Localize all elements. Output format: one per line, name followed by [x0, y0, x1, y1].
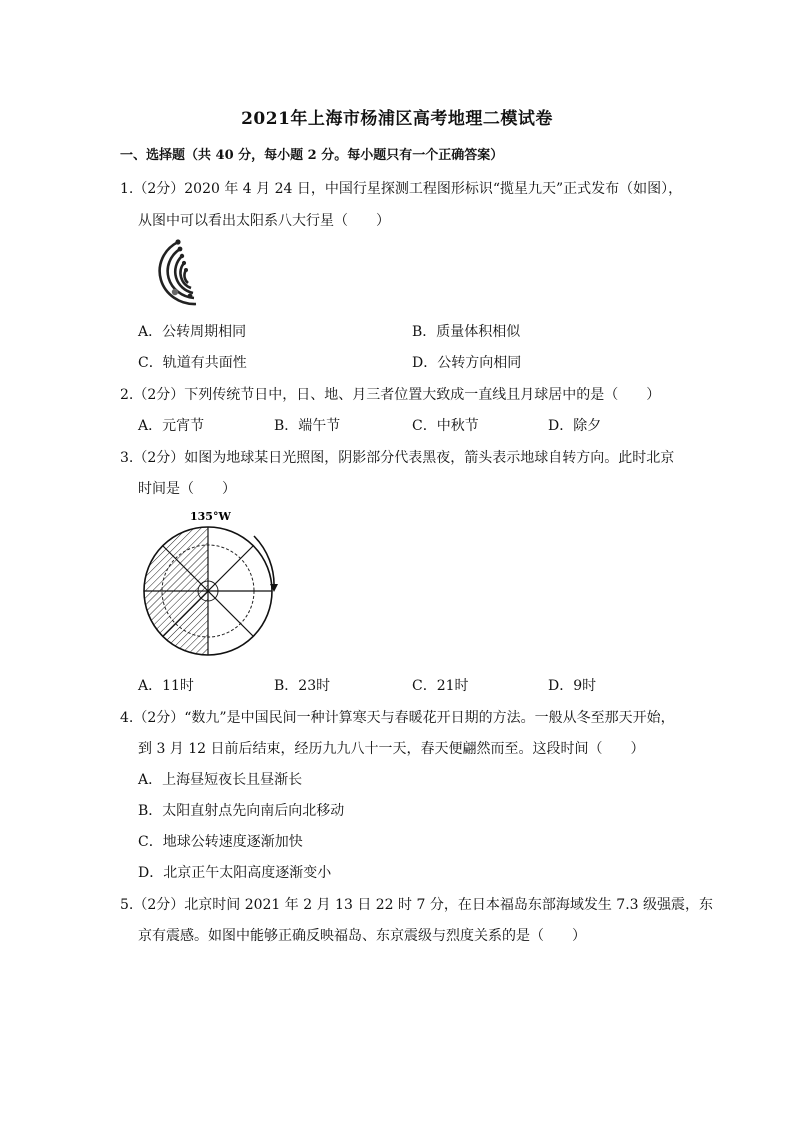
q3-earth-illumination-diagram	[136, 508, 286, 660]
q4-option-d[interactable]: D．北京正午太阳高度逐渐变小	[138, 865, 332, 881]
q2-option-b[interactable]: B．端午节	[274, 418, 341, 434]
q3-option-a[interactable]: A．11时	[138, 678, 194, 694]
q2-option-a[interactable]: A．元宵节	[138, 418, 205, 434]
q1-option-b[interactable]: B．质量体积相似	[412, 324, 521, 340]
q2-stem: 2.（2分）下列传统节日中，日、地、月三者位置大致成一直线且月球居中的是（ ）	[120, 387, 661, 403]
q1-option-a[interactable]: A．公转周期相同	[138, 324, 247, 340]
q4-option-a[interactable]: A．上海昼短夜长且昼渐长	[138, 772, 303, 788]
q4-stem-line-2: 到 3 月 12 日前后结束，经历九九八十一天，春天便翩然而至。这段时间（ ）	[138, 741, 645, 757]
q3-meridian-label: 135°W	[190, 510, 231, 523]
q2-option-d[interactable]: D．除夕	[548, 418, 602, 434]
q3-option-b[interactable]: B．23时	[274, 678, 331, 694]
q1-option-c[interactable]: C．轨道有共面性	[138, 355, 247, 371]
q1-planets-logo	[138, 236, 218, 308]
q3-stem-line-1: 3.（2分）如图为地球某日光照图，阴影部分代表黑夜，箭头表示地球自转方向。此时北京	[120, 450, 675, 466]
q4-option-b[interactable]: B．太阳直射点先向南后向北移动	[138, 803, 345, 819]
section-heading: 一、选择题（共 40 分，每小题 2 分。每小题只有一个正确答案）	[120, 148, 504, 163]
q1-option-d[interactable]: D．公转方向相同	[412, 355, 522, 371]
q1-stem-line-2: 从图中可以看出太阳系八大行星（ ）	[138, 213, 390, 229]
exam-title: 2021年上海市杨浦区高考地理二模试卷	[241, 109, 553, 129]
q3-option-c[interactable]: C．21时	[412, 678, 469, 694]
q4-option-c[interactable]: C．地球公转速度逐渐加快	[138, 834, 303, 850]
q5-stem-line-1: 5.（2分）北京时间 2021 年 2 月 13 日 22 时 7 分，在日本福岛东部海域发生 7.3 级强震，东	[120, 897, 714, 913]
q2-option-c[interactable]: C．中秋节	[412, 418, 479, 434]
q4-stem-line-1: 4.（2分）“数九”是中国民间一种计算寒天与春暖花开日期的方法。一般从冬至那天开始，	[120, 710, 675, 726]
q1-stem-line-1: 1.（2分）2020 年 4 月 24 日，中国行星探测工程图形标识“揽星九天”正式发布（如图），	[120, 181, 683, 197]
q5-stem-line-2: 京有震感。如图中能够正确反映福岛、东京震级与烈度关系的是（ ）	[138, 928, 586, 944]
q3-option-d[interactable]: D．9时	[548, 678, 597, 694]
q3-stem-line-2: 时间是（ ）	[138, 481, 236, 497]
